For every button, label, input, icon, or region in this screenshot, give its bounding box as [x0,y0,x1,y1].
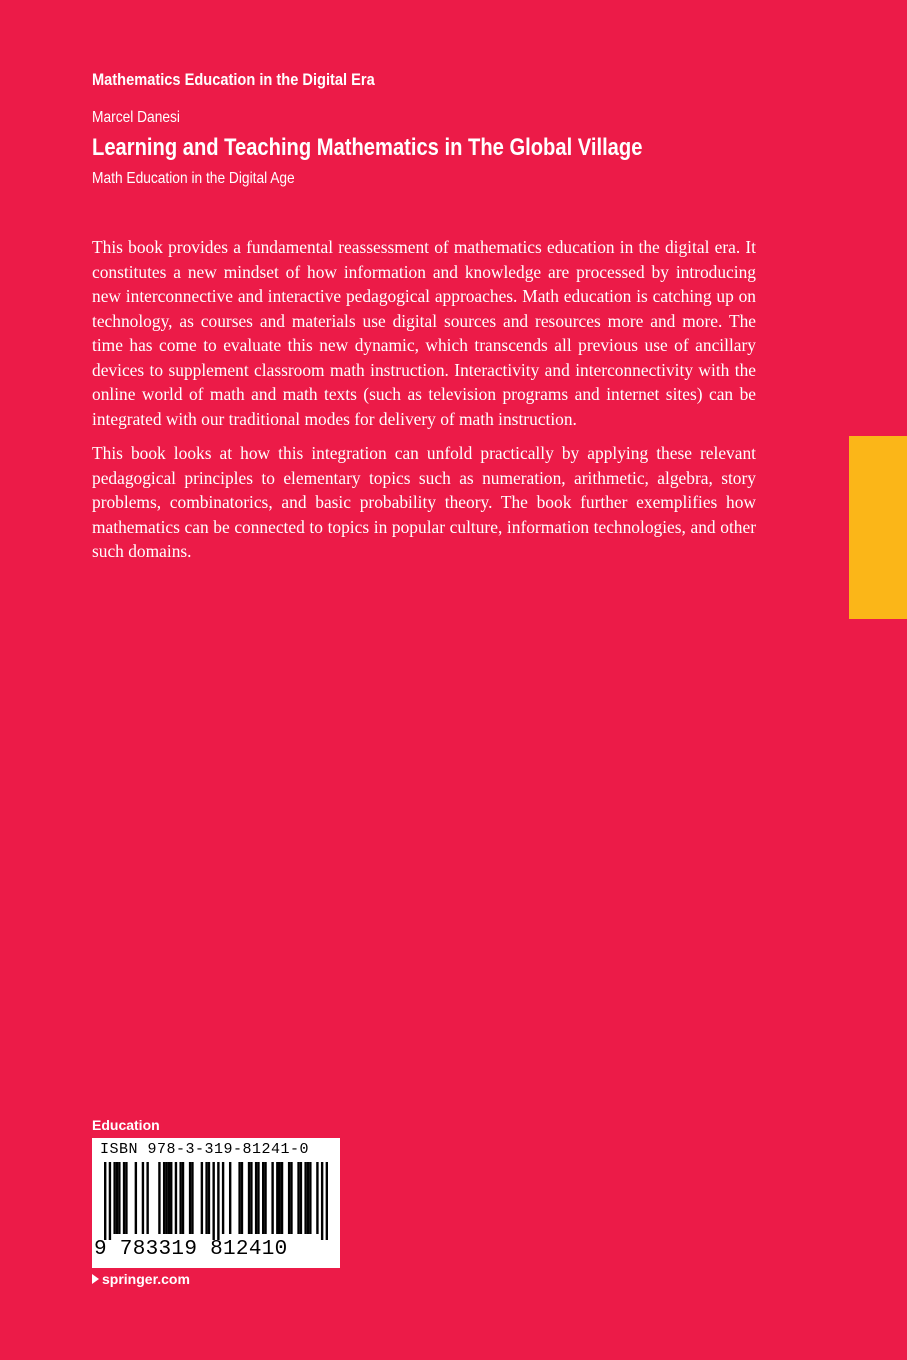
barcode-bar [304,1162,306,1234]
barcode-bar [208,1162,210,1234]
author-name: Marcel Danesi [92,109,180,126]
publisher-website [92,1271,190,1287]
barcode-bar [146,1162,148,1234]
barcode-bar [307,1162,309,1234]
barcode-bar [241,1162,243,1234]
barcode-bar [123,1162,125,1234]
barcode-bar [297,1162,299,1234]
barcode-bar [326,1162,328,1240]
barcode-bar [135,1162,137,1234]
barcode-bar [257,1162,259,1234]
barcode-bar [217,1162,219,1240]
color-tab [849,436,907,619]
barcode-bar [290,1162,292,1234]
barcode-bar [309,1162,311,1234]
barcode-bar [116,1162,118,1234]
barcode-bar [109,1162,111,1240]
barcode-bar [168,1162,170,1234]
barcode-bar [163,1162,165,1234]
barcode-bar [175,1162,177,1234]
book-subtitle: Math Education in the Digital Age [92,170,295,187]
ean-digits: 9 783319 812410 [94,1238,288,1261]
barcode-bar [191,1162,193,1234]
barcode [92,1138,340,1268]
barcode-bar [118,1162,120,1234]
barcode-bars [104,1162,328,1240]
isbn-label: ISBN 978-3-319-81241-0 [100,1141,310,1158]
series-title: Mathematics Education in the Digital Era [92,70,375,89]
barcode-bar [288,1162,290,1234]
barcode-bar [179,1162,181,1234]
blurb-paragraph-1: This book provides a fundamental reassessment of mathematics education in the digital era. It constitutes a new mindset of how information and knowledge are processed by introducing new interconnective and interactive pedagogical approaches. Math education is catching up on technology, as courses and materials use digital sources and resources more and more. The time has come to evaluate this new dynamic, which transcends all previous use of ancillary devices to supplement classroom math instruction. Interactivity and interconnectivity with the online world of math and math texts (such as television programs and internet sites) can be integrated with our traditional modes for delivery of math instruction. [92,237,756,429]
barcode-bar [278,1162,280,1234]
barcode-bar [248,1162,250,1234]
barcode-bar [158,1162,160,1234]
barcode-bar [125,1162,127,1234]
barcode-bar [229,1162,231,1234]
arrow-icon [92,1274,99,1284]
blurb-paragraph-2: This book looks at how this integration can unfold practically by applying these relevant pedagogical principles to elementary topics such as numeration, arithmetic, algebra, story problems, combinatorics, and basic probability theory. The book further exemplifies how mathematics can be connected to topics in popular culture, information technologies, and other such domains. [92,443,756,561]
barcode-bar [222,1162,224,1234]
barcode-bar [271,1162,273,1234]
barcode-bar [281,1162,283,1234]
barcode-bar [201,1162,203,1234]
book-title: Learning and Teaching Mathematics in The Global Village [92,134,643,161]
barcode-bar [316,1162,318,1234]
barcode-bar [300,1162,302,1234]
barcode-bar [250,1162,252,1234]
blurb [92,235,756,574]
barcode-bar [276,1162,278,1234]
barcode-bar [255,1162,257,1234]
barcode-bar [182,1162,184,1234]
barcode-bar [189,1162,191,1234]
barcode-bar [264,1162,266,1234]
barcode-bar [262,1162,264,1234]
barcode-bar [238,1162,240,1234]
barcode-bar [165,1162,167,1234]
barcode-bar [104,1162,106,1240]
barcode-bar [205,1162,207,1234]
barcode-bar [321,1162,323,1240]
barcode-bar [212,1162,214,1240]
barcode-bar [142,1162,144,1234]
category-label: Education [92,1117,160,1133]
website-label: springer.com [102,1271,190,1287]
barcode-bar [170,1162,172,1234]
barcode-bar [113,1162,115,1234]
